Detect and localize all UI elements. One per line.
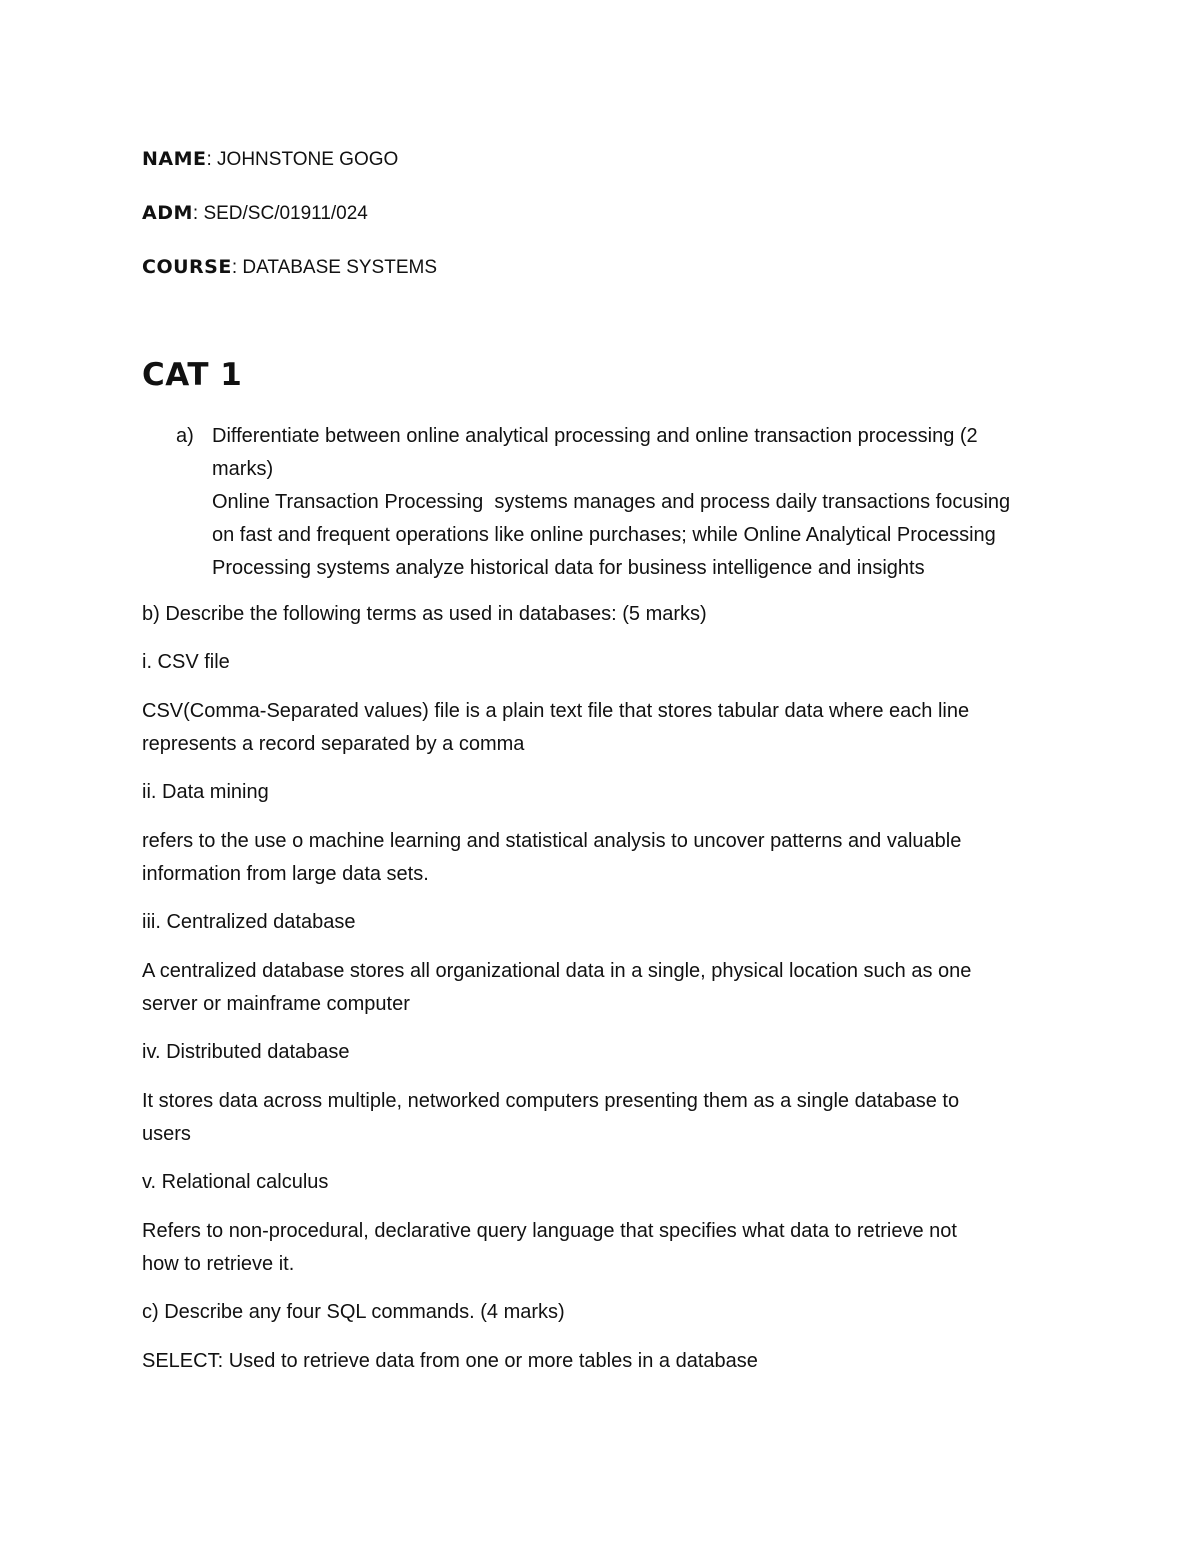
course-label: COURSE <box>142 256 232 278</box>
calculus-answer-line-2: how to retrieve it. <box>142 1253 295 1275</box>
question-b-text: b) Describe the following terms as used in databases: (5 marks) <box>142 603 707 625</box>
distributed-heading-text: iv. Distributed database <box>142 1041 350 1063</box>
mining-answer-line-1: refers to the use o machine learning and statistical analysis to uncover patterns and valuable <box>142 830 962 852</box>
page-title: CAT 1 <box>142 357 243 393</box>
central-answer <box>142 955 1042 1021</box>
question-c-text: c) Describe any four SQL commands. (4 marks) <box>142 1301 565 1323</box>
name-value: : JOHNSTONE GOGO <box>206 149 399 170</box>
name-line <box>142 147 398 172</box>
answer-a-line-3: Processing systems analyze historical data for business intelligence and insights <box>212 557 925 579</box>
adm-value: : SED/SC/01911/024 <box>192 203 368 224</box>
csv-answer-line-2: represents a record separated by a comma <box>142 733 525 755</box>
central-heading <box>142 906 1042 939</box>
course-value: : DATABASE SYSTEMS <box>231 257 438 278</box>
calculus-heading <box>142 1166 1042 1199</box>
mining-heading-text: ii. Data mining <box>142 781 269 803</box>
question-b-prompt <box>142 598 1042 631</box>
course-line <box>142 255 437 280</box>
select-answer <box>142 1345 1042 1378</box>
distributed-heading <box>142 1036 1042 1069</box>
adm-label: ADM <box>142 202 193 224</box>
question-c-prompt <box>142 1296 1042 1329</box>
calculus-answer <box>142 1215 1042 1281</box>
question-a-marker: a) <box>176 425 194 447</box>
central-answer-line-1: A centralized database stores all organizational data in a single, physical location such as one <box>142 960 972 982</box>
distributed-answer-line-2: users <box>142 1123 191 1145</box>
mining-heading <box>142 776 1042 809</box>
question-a-line-1: Differentiate between online analytical processing and online transaction processing (2 <box>212 425 978 447</box>
mining-answer-line-2: information from large data sets. <box>142 863 429 885</box>
mining-answer <box>142 825 1042 891</box>
adm-line <box>142 201 368 226</box>
question-a <box>176 420 1076 585</box>
csv-heading <box>142 646 1042 679</box>
calculus-heading-text: v. Relational calculus <box>142 1171 329 1193</box>
distributed-answer-line-1: It stores data across multiple, networked computers presenting them as a single database to <box>142 1090 960 1112</box>
select-answer-text: SELECT: Used to retrieve data from one or more tables in a database <box>142 1350 758 1372</box>
central-answer-line-2: server or mainframe computer <box>142 993 410 1015</box>
csv-answer <box>142 695 1042 761</box>
csv-answer-line-1: CSV(Comma-Separated values) file is a plain text file that stores tabular data where each line <box>142 700 970 722</box>
distributed-answer <box>142 1085 1042 1151</box>
calculus-answer-line-1: Refers to non-procedural, declarative query language that specifies what data to retrieve not <box>142 1220 957 1242</box>
name-label: NAME <box>142 148 207 170</box>
csv-heading-text: i. CSV file <box>142 651 230 673</box>
central-heading-text: iii. Centralized database <box>142 911 356 933</box>
answer-a-line-1: Online Transaction Processing systems manages and process daily transactions focusing <box>212 491 1011 513</box>
answer-a-line-2: on fast and frequent operations like online purchases; while Online Analytical Processing <box>212 524 996 546</box>
question-a-line-2: marks) <box>212 458 274 480</box>
